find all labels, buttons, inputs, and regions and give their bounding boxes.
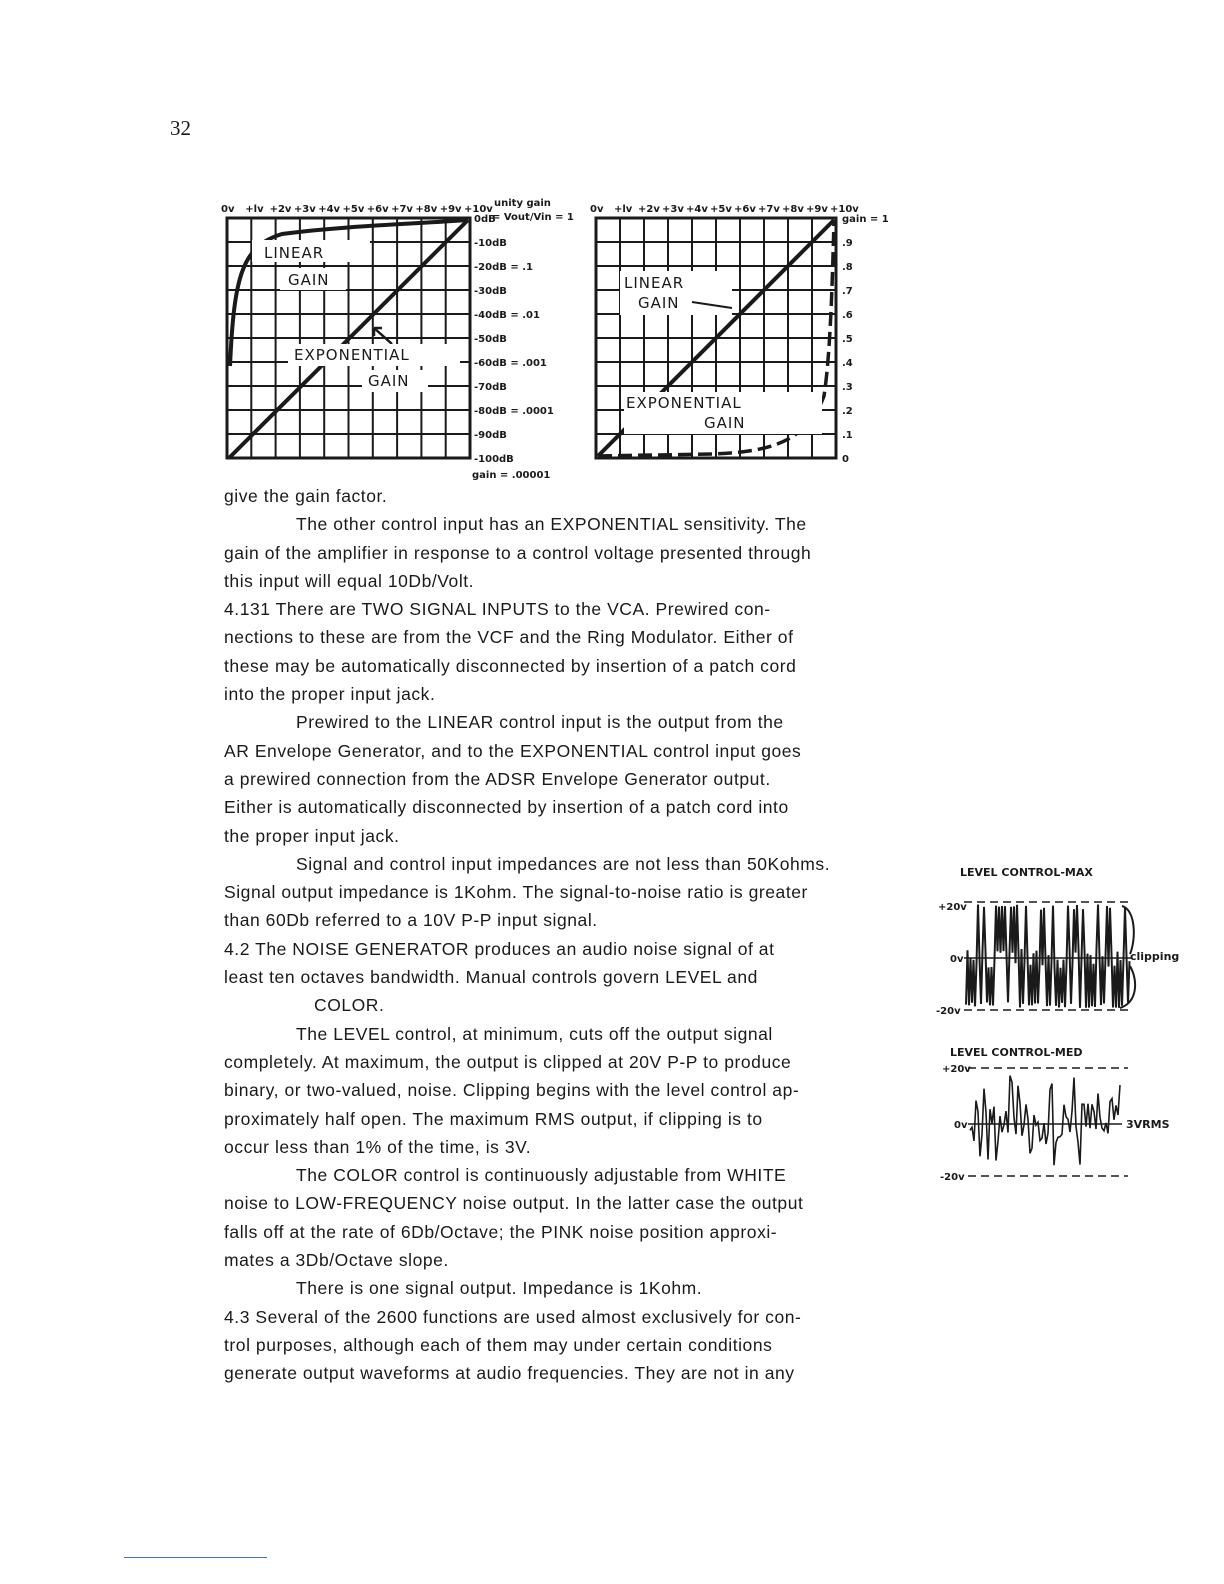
footnote-rule — [124, 1557, 267, 1558]
right-axis-tick-label: .3 — [842, 382, 853, 393]
body-line: proximately half open. The maximum RMS output, if clipping is to — [224, 1108, 763, 1129]
right-axis-tick-label: -20dB = .1 — [474, 262, 533, 273]
figure-left-gain-chart — [222, 196, 602, 486]
top-axis-tick-label: 0v — [590, 204, 604, 215]
clipped-noise-waveform — [966, 905, 1130, 1008]
linear-gain-label: GAIN — [288, 271, 330, 289]
body-line: trol purposes, although each of them may under certain conditions — [224, 1334, 773, 1355]
right-right-axis-labels — [842, 214, 889, 465]
right-axis-tick-label: .6 — [842, 310, 853, 321]
right-axis-tick-label: -90dB — [474, 430, 507, 441]
right-axis-tick-label: .4 — [842, 358, 853, 369]
top-axis-tick-label: +3v — [662, 204, 684, 215]
rms-label: 3VRMS — [1126, 1118, 1170, 1131]
top-axis-tick-label: +2v — [269, 204, 292, 215]
right-axis-tick-label: 0 — [842, 454, 849, 465]
right-axis-tick-label: -80dB = .0001 — [474, 406, 554, 417]
med-zero-v: 0v — [954, 1120, 968, 1131]
right-axis-tick-label: -50dB — [474, 334, 507, 345]
right-axis-tick-label: -100dB — [474, 454, 514, 465]
noise-waveform-med — [970, 1076, 1120, 1166]
body-line: 4.3 Several of the 2600 functions are used almost exclusively for con- — [224, 1306, 802, 1327]
top-axis-tick-label: +7v — [758, 204, 780, 215]
page-number: 32 — [170, 116, 191, 140]
right-exponential-gain-label: GAIN — [704, 414, 746, 432]
body-line: nections to these are from the VCF and the Ring Modulator. Either of — [224, 627, 794, 648]
linear-label: LINEAR — [264, 244, 325, 262]
body-line: Prewired to the LINEAR control input is the output from the — [296, 712, 784, 733]
body-line: mates a 3Db/Octave slope. — [224, 1250, 449, 1271]
right-axis-tick-label: .1 — [842, 430, 853, 441]
right-linear-label: LINEAR — [624, 274, 685, 292]
figure-right-gain-chart — [592, 196, 922, 476]
top-axis-tick-label: +10v — [464, 204, 493, 215]
body-line: The other control input has an EXPONENTIAL sensitivity. The — [296, 514, 807, 535]
right-axis-tick-label: gain = 1 — [842, 214, 889, 225]
body-line: these may be automatically disconnected by insertion of a patch cord — [224, 655, 797, 676]
body-line: falls off at the rate of 6Db/Octave; the PINK noise position approxi- — [224, 1221, 778, 1242]
body-line: AR Envelope Generator, and to the EXPONENTIAL control input goes — [224, 740, 802, 761]
top-axis-tick-label: 0v — [221, 204, 235, 215]
body-line: Signal output impedance is 1Kohm. The signal-to-noise ratio is greater — [224, 882, 808, 903]
top-axis-tick-label: +8v — [782, 204, 804, 215]
right-axis-tick-label: .9 — [842, 238, 853, 249]
right-axis-tick-label: -30dB — [474, 286, 507, 297]
body-line: Signal and control input impedances are not less than 50Kohms. — [296, 853, 831, 874]
body-line: give the gain factor. — [224, 486, 388, 506]
body-line: There is one signal output. Impedance is 1Kohm. — [296, 1278, 703, 1299]
body-line: The LEVEL control, at minimum, cuts off the output signal — [296, 1023, 773, 1044]
top-axis-tick-label: +6v — [734, 204, 756, 215]
body-line: completely. At maximum, the output is clipped at 20V P-P to produce — [224, 1051, 792, 1072]
top-axis-tick-label: +lv — [614, 204, 633, 215]
right-axis-tick-label: -40dB = .01 — [474, 310, 540, 321]
right-axis-tick-label: .5 — [842, 334, 853, 345]
top-axis-tick-label: +9v — [439, 204, 462, 215]
top-axis-tick-label: +7v — [391, 204, 413, 215]
body-line: Either is automatically disconnected by insertion of a patch cord into — [224, 797, 789, 818]
top-axis-tick-label: +4v — [686, 204, 708, 215]
noise-waveform-figure — [932, 862, 1192, 1197]
top-axis-tick-label: +3v — [293, 204, 316, 215]
max-plus-20v: +20v — [938, 902, 967, 913]
top-axis-tick-label: +4v — [318, 204, 341, 215]
top-axis-tick-label: +lv — [245, 204, 264, 215]
clipping-label: clipping — [1130, 950, 1180, 963]
pointer-arrow — [374, 328, 392, 344]
body-line: least ten octaves bandwidth. Manual controls govern LEVEL and — [224, 967, 758, 988]
top-axis-tick-label: +8v — [415, 204, 438, 215]
right-axis-tick-label: -60dB = .001 — [474, 358, 547, 369]
body-line: into the proper input jack. — [224, 684, 436, 705]
right-axis-tick-label: .7 — [842, 286, 853, 297]
med-minus-20v: -20v — [940, 1172, 965, 1183]
top-axis-tick-label: +2v — [638, 204, 660, 215]
level-max-title: LEVEL CONTROL-MAX — [960, 866, 1093, 879]
body-line: than 60Db referred to a 10V P-P input signal. — [224, 910, 598, 931]
right-linear-gain-label: GAIN — [638, 294, 680, 312]
level-med-title: LEVEL CONTROL-MED — [950, 1046, 1083, 1059]
right-axis-tick-label: 0dB — [474, 214, 496, 225]
right-axis-tick-label: -10dB — [474, 238, 507, 249]
exponential-label: EXPONENTIAL — [294, 346, 410, 364]
body-line: this input will equal 10Db/Volt. — [224, 570, 475, 591]
body-line: COLOR. — [314, 995, 385, 1016]
top-axis-tick-label: +5v — [342, 204, 365, 215]
body-line: noise to LOW-FREQUENCY noise output. In the latter case the output — [224, 1193, 804, 1214]
body-line: a prewired connection from the ADSR Envelope Generator output. — [224, 768, 771, 789]
unity-gain-label: unity gain — [494, 198, 551, 209]
body-line: occur less than 1% of the time, is 3V. — [224, 1136, 532, 1157]
body-line: generate output waveforms at audio frequencies. They are not in any — [224, 1363, 795, 1384]
left-top-axis-labels — [221, 204, 493, 215]
right-axis-tick-label: .2 — [842, 406, 853, 417]
left-right-axis-labels — [474, 214, 554, 465]
body-text — [224, 482, 924, 1388]
body-line: 4.2 The NOISE GENERATOR produces an audio noise signal of at — [224, 938, 775, 959]
top-axis-tick-label: +6v — [366, 204, 389, 215]
top-axis-tick-label: +10v — [830, 204, 859, 215]
body-line: the proper input jack. — [224, 825, 400, 846]
right-axis-tick-label: .8 — [842, 262, 853, 273]
body-line: gain of the amplifier in response to a control voltage presented through — [224, 542, 812, 563]
body-line: binary, or two-valued, noise. Clipping begins with the level control ap- — [224, 1080, 800, 1101]
right-top-axis-labels — [590, 204, 859, 215]
bottom-gain-label: gain = .00001 — [472, 470, 551, 481]
max-minus-20v: -20v — [936, 1006, 961, 1017]
formula-label: = Vout/Vin = 1 — [492, 212, 574, 223]
med-plus-20v: +20v — [942, 1064, 971, 1075]
right-axis-tick-label: -70dB — [474, 382, 507, 393]
body-line: 4.131 There are TWO SIGNAL INPUTS to the VCA. Prewired con- — [224, 599, 771, 620]
top-axis-tick-label: +5v — [710, 204, 732, 215]
right-exponential-label: EXPONENTIAL — [626, 394, 742, 412]
body-line: The COLOR control is continuously adjustable from WHITE — [296, 1165, 787, 1186]
top-axis-tick-label: +9v — [806, 204, 828, 215]
max-zero-v: 0v — [950, 954, 964, 965]
exponential-gain-label: GAIN — [368, 372, 410, 390]
